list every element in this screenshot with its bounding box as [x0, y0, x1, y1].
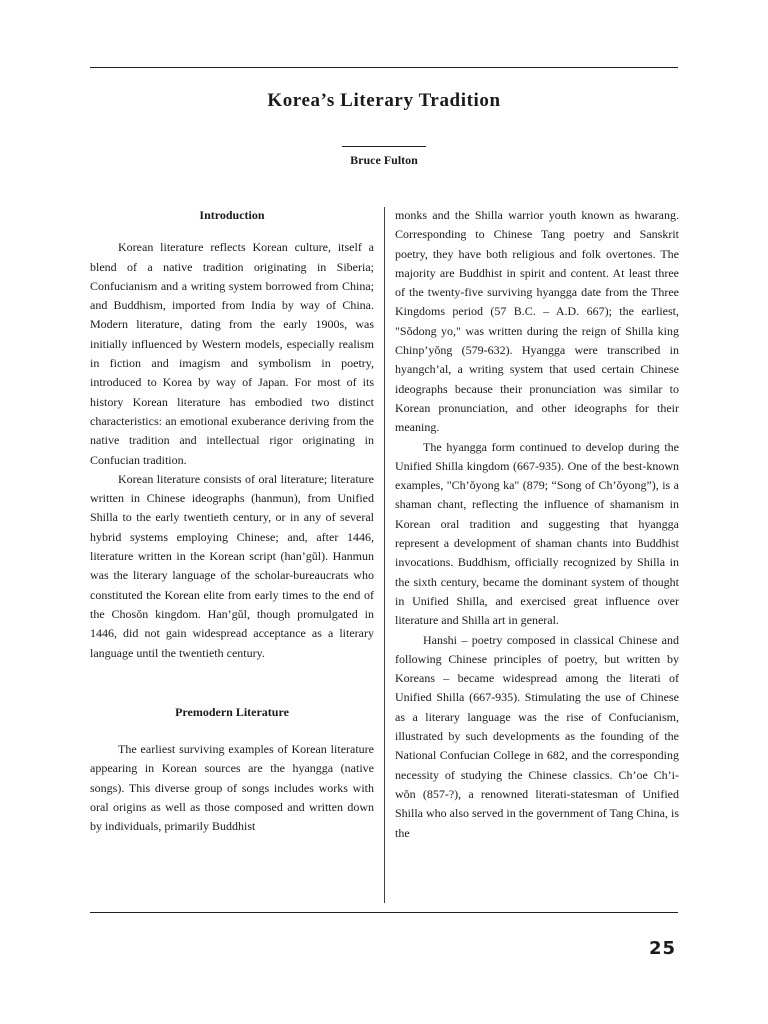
right-column: [395, 206, 679, 843]
bottom-rule: [90, 912, 678, 913]
author-divider: [342, 146, 426, 147]
section-heading-introduction: Introduction: [199, 208, 265, 222]
paragraph-premodern-1: The earliest surviving examples of Korean literature appearing in Korean sources are the hyangga (native songs). This diverse group of songs includes works with oral origins as well as those composed and written down by individuals, primarily Buddhist: [90, 742, 374, 834]
paragraph-hanshi: Hanshi – poetry composed in classical Chinese and following Chinese principles of poetry, but written by Koreans – became widespread among the literati of Unified Shilla (667-935). Stimulating the use of Chinese as a literary language was the rise of Confucianism, illustrated by such developments as the founding of the National Confucian College in 682, and the corresponding necessity of studying the Chinese classics. Ch’oe Ch’i-wŏn (857-?), a renowned literati-statesman of Unified Shilla who also served in the government of Tang China, is the: [395, 632, 679, 840]
article-author: Bruce Fulton: [350, 153, 418, 167]
article-title: Korea’s Literary Tradition: [267, 90, 501, 111]
section-heading-premodern-literature: Premodern Literature: [175, 704, 289, 719]
top-rule: [90, 67, 678, 68]
left-column: [90, 206, 374, 837]
paragraph-hyangga-form: The hyangga form continued to develop during the Unified Shilla kingdom (667-935). One of the best-known examples, "Ch’ŏyong ka" (879; “Song of Ch’ŏyong”), is a shaman chant, reflecting the influence of shamanism in Korean oral tradition and suggesting that hyangga represent a development of shaman chants into Buddhist invocations. Buddhism, officially recognized by Shilla in the sixth century, became the dominant system of thought in Unified Shilla, and exercised great influence over literature and Shilla art in general.: [395, 439, 679, 628]
column-divider: [384, 207, 385, 903]
paragraph-continued: monks and the Shilla warrior youth known as hwarang. Corresponding to Chinese Tang poetry and Sanskrit poetry, they have both religious and folk overtones. The majority are Buddhist in spirit and content. At least three of the twenty-five surviving hyangga date from the Three Kingdoms period (57 B.C. – A.D. 667); the earliest, "Sŏdong yo," was written during the reign of Shilla king Chinp’yŏng (579-632). Hyangga were transcribed in hyangch’al, a writing system that used certain Chinese ideographs because their pronunciation was similar to Korean pronunciation, and other ideographs for their meaning.: [395, 208, 679, 435]
paragraph-intro-2: Korean literature consists of oral literature; literature written in Chinese ideographs (hanmun), from Unified Shilla to the early twentieth century, or in any of several hybrid systems employing Chinese; and, after 1446, literature written in the Korean script (han’gŭl). Hanmun was the literary language of the scholar-bureaucrats who constituted the Korean elite from early times to the end of the Chosŏn kingdom. Han’gŭl, though promulgated in 1446, did not gain widespread acceptance as a literary language until the twentieth century.: [90, 471, 374, 660]
page-number: 25: [648, 938, 676, 959]
paragraph-intro-1: Korean literature reflects Korean culture, itself a blend of a native tradition originating in Siberia; Confucianism and a writing system borrowed from China; and Buddhism, imported from India by way of China. Modern literature, dating from the early 1900s, was initially influenced by Western models, especially realism in fiction and imagism and symbolism in poetry, introduced to Korea by way of Japan. For most of its history Korean literature has embodied two distinct characteristics: an emotional exuberance deriving from the native tradition and intellectual rigor originating in Confucian tradition.: [90, 240, 374, 467]
